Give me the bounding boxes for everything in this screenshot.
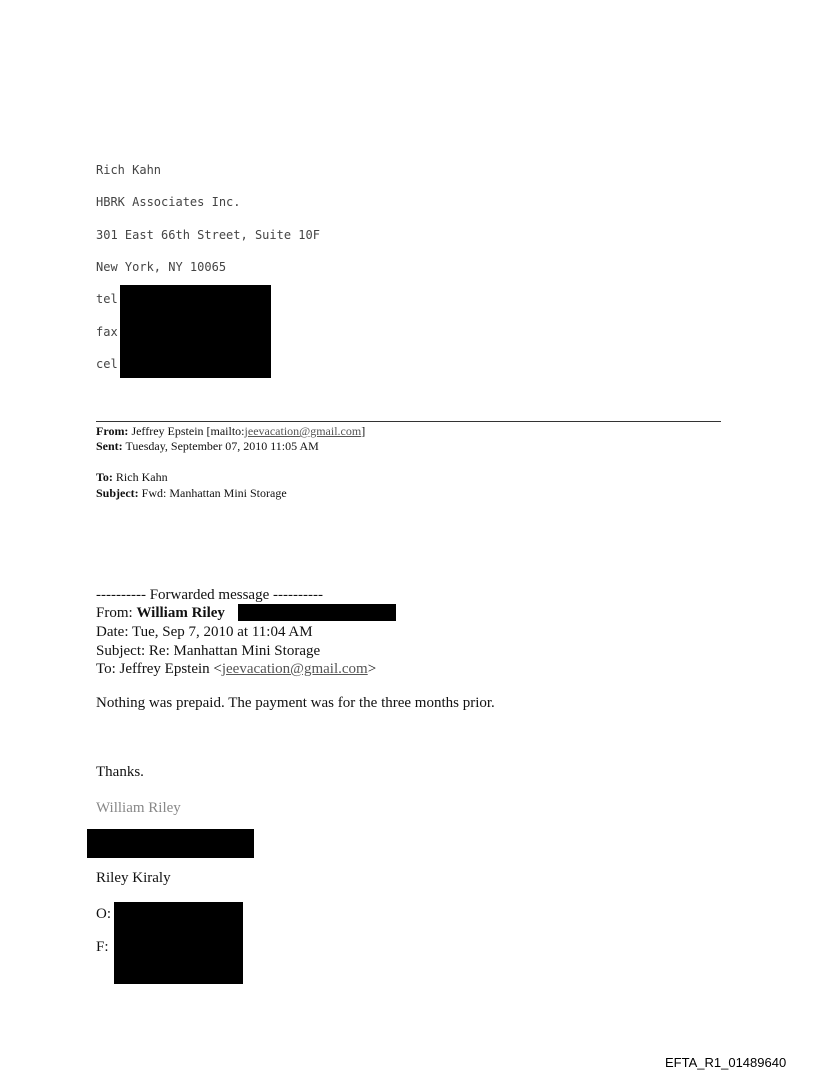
from-label: From:: [96, 424, 129, 438]
fwd-to-suffix: >: [367, 661, 377, 677]
fwd-to-email-link[interactable]: jeevacation@gmail.com: [221, 661, 368, 677]
fwd-date-line: Date: Tue, Sep 7, 2010 at 11:04 AM: [96, 624, 313, 640]
cell-label: cel: [96, 357, 118, 371]
fwd-to-line: [96, 661, 376, 678]
header-from-line: [96, 424, 365, 438]
from-email-link[interactable]: jeevacation@gmail.com: [244, 424, 362, 438]
subject-value: Fwd: Manhattan Mini Storage: [141, 486, 287, 500]
sender-street: 301 East 66th Street, Suite 10F: [96, 228, 320, 242]
header-divider: [96, 421, 721, 422]
from-value: Jeffrey Epstein [mailto:: [131, 424, 245, 438]
forwarded-divider: ---------- Forwarded message ----------: [96, 587, 323, 603]
fax-label: fax: [96, 325, 118, 339]
fwd-subject-line: Subject: Re: Manhattan Mini Storage: [96, 643, 321, 659]
to-value: Rich Kahn: [115, 470, 168, 484]
fwd-from-name: William Riley: [136, 605, 225, 621]
sender-name: Rich Kahn: [96, 163, 162, 177]
from-close: ]: [361, 424, 366, 438]
fwd-to-prefix: To: Jeffrey Epstein <: [96, 661, 222, 677]
fwd-from-line: [96, 605, 225, 622]
signer-firm: Riley Kiraly: [96, 870, 171, 886]
document-id: EFTA_R1_01489640: [665, 1055, 787, 1070]
signer-name: William Riley: [96, 800, 181, 816]
sent-label: Sent:: [96, 439, 123, 453]
office-label: O:: [96, 906, 111, 922]
redaction-signer-phones: [114, 902, 243, 984]
sent-value: Tuesday, September 07, 2010 11:05 AM: [125, 439, 319, 453]
subject-label: Subject:: [96, 486, 139, 500]
signer-fax-label: F:: [96, 939, 109, 955]
message-thanks: Thanks.: [96, 764, 144, 780]
header-subject-line: [96, 486, 287, 500]
fwd-from-label: From:: [96, 605, 133, 621]
tel-label: tel: [96, 292, 118, 306]
to-label: To:: [96, 470, 113, 484]
header-sent-line: [96, 439, 319, 453]
header-to-line: [96, 470, 168, 484]
redaction-phone-numbers: [120, 285, 271, 378]
redaction-signer-title: [87, 829, 254, 858]
sender-city: New York, NY 10065: [96, 260, 227, 274]
message-body: Nothing was prepaid. The payment was for the three months prior.: [96, 695, 495, 711]
redaction-sender-email: [238, 604, 396, 621]
sender-company: HBRK Associates Inc.: [96, 195, 241, 209]
